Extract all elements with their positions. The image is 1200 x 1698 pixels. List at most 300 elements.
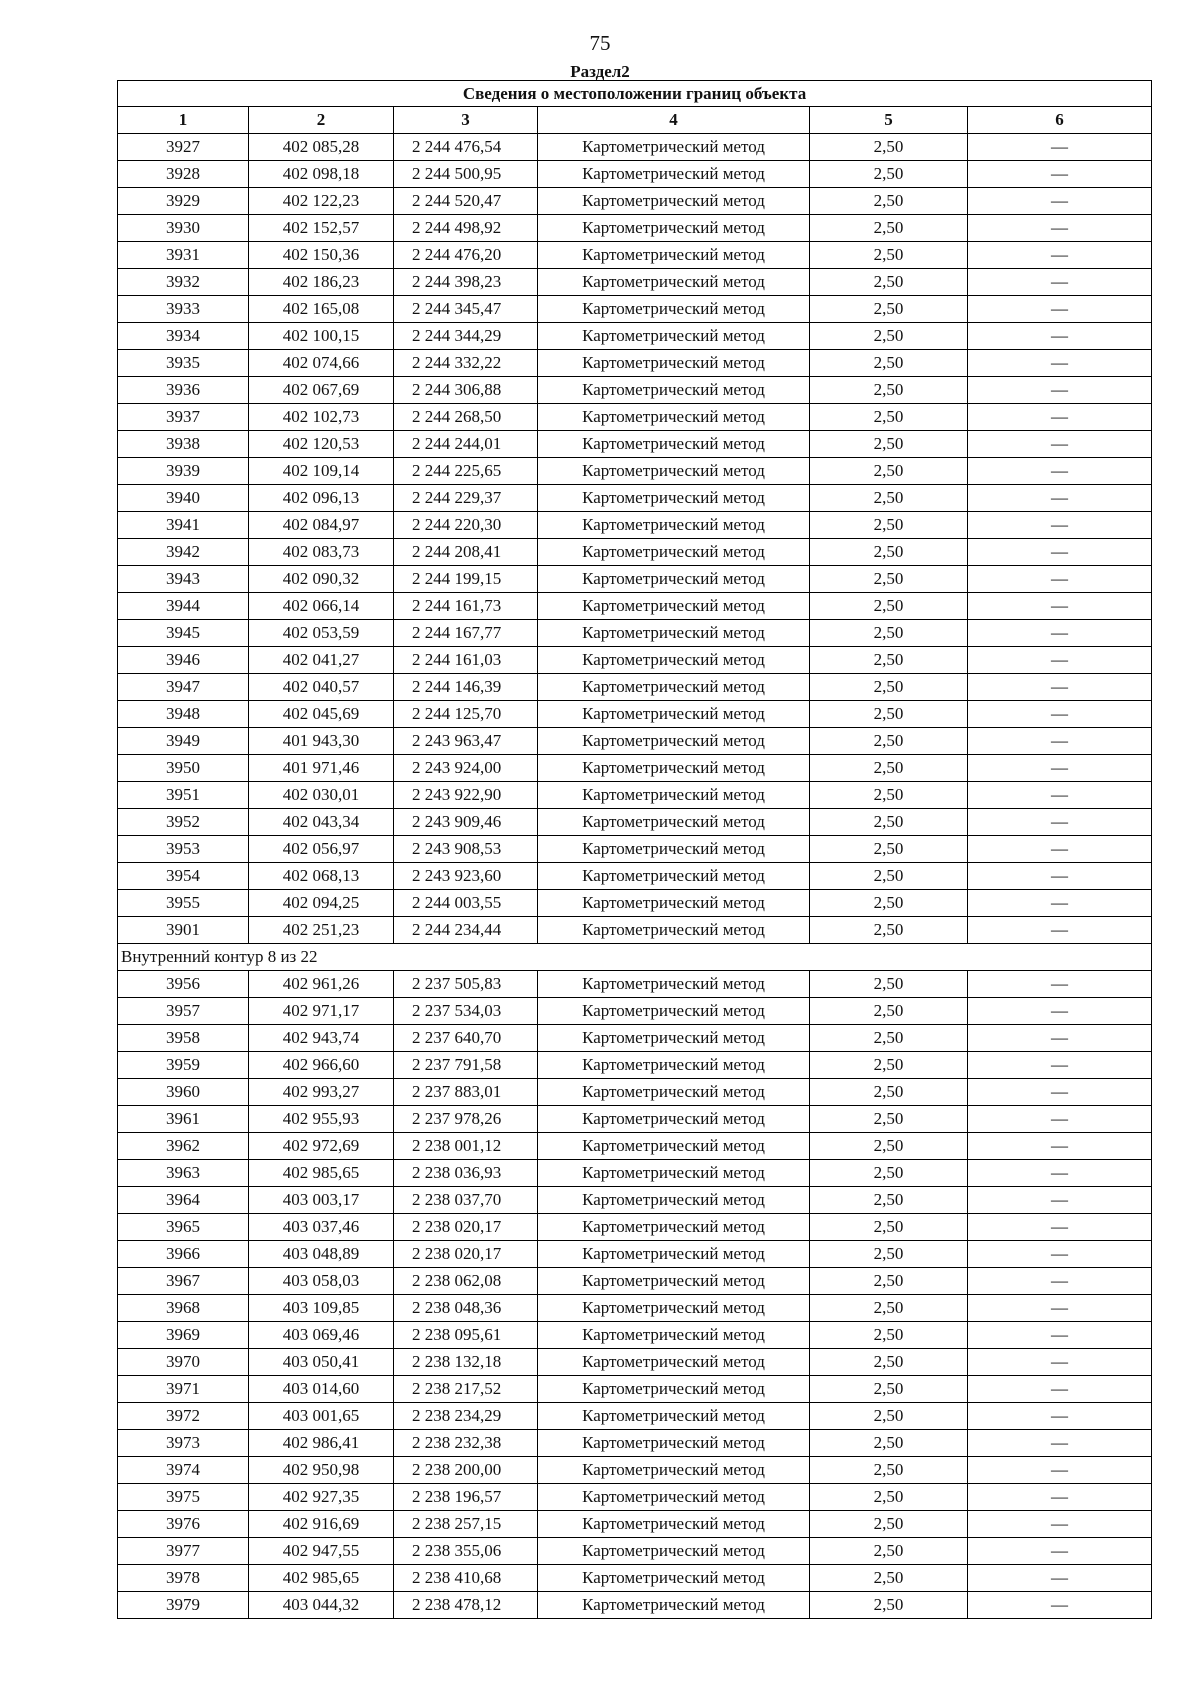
y-coordinate-cell: 2 243 924,00	[394, 755, 538, 782]
accuracy-cell: 2,50	[810, 242, 968, 269]
accuracy-cell: 2,50	[810, 890, 968, 917]
page-number: 75	[589, 31, 611, 55]
x-coordinate-cell: 402 961,26	[249, 971, 394, 998]
description-cell: —	[968, 782, 1152, 809]
accuracy-cell: 2,50	[810, 188, 968, 215]
description-cell: —	[968, 323, 1152, 350]
method-cell: Картометрический метод	[538, 215, 810, 242]
x-coordinate-cell: 402 986,41	[249, 1430, 394, 1457]
table-row	[118, 1322, 1152, 1349]
description-cell: —	[968, 296, 1152, 323]
x-coordinate-cell: 402 916,69	[249, 1511, 394, 1538]
y-coordinate-cell: 2 238 001,12	[394, 1133, 538, 1160]
point-number-cell: 3966	[118, 1241, 249, 1268]
accuracy-cell: 2,50	[810, 782, 968, 809]
point-number-cell: 3927	[118, 134, 249, 161]
point-number-cell: 3978	[118, 1565, 249, 1592]
table-row	[118, 1268, 1152, 1295]
point-number-cell: 3964	[118, 1187, 249, 1214]
method-cell: Картометрический метод	[538, 1268, 810, 1295]
y-coordinate-cell: 2 237 640,70	[394, 1025, 538, 1052]
table-caption: Сведения о местоположении границ объекта	[118, 81, 1152, 107]
y-coordinate-cell: 2 244 332,22	[394, 350, 538, 377]
method-cell: Картометрический метод	[538, 1187, 810, 1214]
y-coordinate-cell: 2 244 225,65	[394, 458, 538, 485]
description-cell: —	[968, 1268, 1152, 1295]
table-row	[118, 188, 1152, 215]
method-cell: Картометрический метод	[538, 1052, 810, 1079]
description-cell: —	[968, 1160, 1152, 1187]
y-coordinate-cell: 2 237 978,26	[394, 1106, 538, 1133]
x-coordinate-cell: 402 102,73	[249, 404, 394, 431]
y-coordinate-cell: 2 244 167,77	[394, 620, 538, 647]
table-row	[118, 1592, 1152, 1619]
column-header: 1	[118, 107, 249, 134]
description-cell: —	[968, 566, 1152, 593]
method-cell: Картометрический метод	[538, 1025, 810, 1052]
accuracy-cell: 2,50	[810, 1538, 968, 1565]
x-coordinate-cell: 402 096,13	[249, 485, 394, 512]
table-row	[118, 1295, 1152, 1322]
point-number-cell: 3936	[118, 377, 249, 404]
description-cell: —	[968, 539, 1152, 566]
accuracy-cell: 2,50	[810, 998, 968, 1025]
x-coordinate-cell: 403 044,32	[249, 1592, 394, 1619]
point-number-cell: 3949	[118, 728, 249, 755]
accuracy-cell: 2,50	[810, 431, 968, 458]
point-number-cell: 3944	[118, 593, 249, 620]
description-cell: —	[968, 269, 1152, 296]
description-cell: —	[968, 863, 1152, 890]
table-row	[118, 755, 1152, 782]
x-coordinate-cell: 402 150,36	[249, 242, 394, 269]
point-number-cell: 3970	[118, 1349, 249, 1376]
contour-section-row	[118, 944, 1152, 971]
table-row	[118, 782, 1152, 809]
method-cell: Картометрический метод	[538, 1214, 810, 1241]
point-number-cell: 3940	[118, 485, 249, 512]
table-row	[118, 296, 1152, 323]
accuracy-cell: 2,50	[810, 593, 968, 620]
description-cell: —	[968, 917, 1152, 944]
description-cell: —	[968, 1052, 1152, 1079]
accuracy-cell: 2,50	[810, 1268, 968, 1295]
table-row	[118, 404, 1152, 431]
method-cell: Картометрический метод	[538, 512, 810, 539]
description-cell: —	[968, 431, 1152, 458]
table-row	[118, 350, 1152, 377]
accuracy-cell: 2,50	[810, 1295, 968, 1322]
accuracy-cell: 2,50	[810, 1133, 968, 1160]
description-cell: —	[968, 620, 1152, 647]
y-coordinate-cell: 2 238 036,93	[394, 1160, 538, 1187]
point-number-cell: 3933	[118, 296, 249, 323]
table-row	[118, 1484, 1152, 1511]
x-coordinate-cell: 402 040,57	[249, 674, 394, 701]
table-row	[118, 485, 1152, 512]
accuracy-cell: 2,50	[810, 1322, 968, 1349]
y-coordinate-cell: 2 244 125,70	[394, 701, 538, 728]
point-number-cell: 3929	[118, 188, 249, 215]
x-coordinate-cell: 402 045,69	[249, 701, 394, 728]
y-coordinate-cell: 2 244 476,20	[394, 242, 538, 269]
table-row	[118, 1079, 1152, 1106]
table-row	[118, 1241, 1152, 1268]
y-coordinate-cell: 2 238 410,68	[394, 1565, 538, 1592]
method-cell: Картометрический метод	[538, 296, 810, 323]
point-number-cell: 3931	[118, 242, 249, 269]
x-coordinate-cell: 402 947,55	[249, 1538, 394, 1565]
accuracy-cell: 2,50	[810, 1079, 968, 1106]
x-coordinate-cell: 403 109,85	[249, 1295, 394, 1322]
method-cell: Картометрический метод	[538, 566, 810, 593]
table-row	[118, 674, 1152, 701]
x-coordinate-cell: 401 943,30	[249, 728, 394, 755]
x-coordinate-cell: 402 090,32	[249, 566, 394, 593]
accuracy-cell: 2,50	[810, 161, 968, 188]
y-coordinate-cell: 2 238 234,29	[394, 1403, 538, 1430]
point-number-cell: 3932	[118, 269, 249, 296]
method-cell: Картометрический метод	[538, 728, 810, 755]
x-coordinate-cell: 403 001,65	[249, 1403, 394, 1430]
y-coordinate-cell: 2 238 020,17	[394, 1214, 538, 1241]
x-coordinate-cell: 402 120,53	[249, 431, 394, 458]
accuracy-cell: 2,50	[810, 1160, 968, 1187]
y-coordinate-cell: 2 238 257,15	[394, 1511, 538, 1538]
accuracy-cell: 2,50	[810, 404, 968, 431]
y-coordinate-cell: 2 243 922,90	[394, 782, 538, 809]
accuracy-cell: 2,50	[810, 485, 968, 512]
x-coordinate-cell: 402 030,01	[249, 782, 394, 809]
method-cell: Картометрический метод	[538, 458, 810, 485]
y-coordinate-cell: 2 244 345,47	[394, 296, 538, 323]
accuracy-cell: 2,50	[810, 1187, 968, 1214]
accuracy-cell: 2,50	[810, 512, 968, 539]
method-cell: Картометрический метод	[538, 1484, 810, 1511]
table-row	[118, 539, 1152, 566]
accuracy-cell: 2,50	[810, 377, 968, 404]
table-row	[118, 1403, 1152, 1430]
table-row	[118, 1538, 1152, 1565]
accuracy-cell: 2,50	[810, 755, 968, 782]
table-row	[118, 620, 1152, 647]
point-number-cell: 3977	[118, 1538, 249, 1565]
y-coordinate-cell: 2 238 478,12	[394, 1592, 538, 1619]
x-coordinate-cell: 402 094,25	[249, 890, 394, 917]
description-cell: —	[968, 1295, 1152, 1322]
method-cell: Картометрический метод	[538, 782, 810, 809]
accuracy-cell: 2,50	[810, 836, 968, 863]
table-row	[118, 917, 1152, 944]
point-number-cell: 3959	[118, 1052, 249, 1079]
x-coordinate-cell: 402 943,74	[249, 1025, 394, 1052]
table-row	[118, 1214, 1152, 1241]
y-coordinate-cell: 2 244 003,55	[394, 890, 538, 917]
x-coordinate-cell: 402 152,57	[249, 215, 394, 242]
point-number-cell: 3954	[118, 863, 249, 890]
x-coordinate-cell: 403 069,46	[249, 1322, 394, 1349]
table-row	[118, 1349, 1152, 1376]
table-row	[118, 593, 1152, 620]
method-cell: Картометрический метод	[538, 593, 810, 620]
point-number-cell: 3974	[118, 1457, 249, 1484]
accuracy-cell: 2,50	[810, 539, 968, 566]
table-row	[118, 1511, 1152, 1538]
method-cell: Картометрический метод	[538, 971, 810, 998]
point-number-cell: 3958	[118, 1025, 249, 1052]
point-number-cell: 3963	[118, 1160, 249, 1187]
y-coordinate-cell: 2 237 883,01	[394, 1079, 538, 1106]
y-coordinate-cell: 2 244 344,29	[394, 323, 538, 350]
table-row	[118, 458, 1152, 485]
y-coordinate-cell: 2 238 020,17	[394, 1241, 538, 1268]
accuracy-cell: 2,50	[810, 1025, 968, 1052]
method-cell: Картометрический метод	[538, 1106, 810, 1133]
table-row	[118, 1106, 1152, 1133]
accuracy-cell: 2,50	[810, 350, 968, 377]
method-cell: Картометрический метод	[538, 1511, 810, 1538]
accuracy-cell: 2,50	[810, 215, 968, 242]
point-number-cell: 3934	[118, 323, 249, 350]
method-cell: Картометрический метод	[538, 755, 810, 782]
description-cell: —	[968, 215, 1152, 242]
description-cell: —	[968, 161, 1152, 188]
description-cell: —	[968, 809, 1152, 836]
method-cell: Картометрический метод	[538, 998, 810, 1025]
y-coordinate-cell: 2 244 244,01	[394, 431, 538, 458]
table-row	[118, 1565, 1152, 1592]
point-number-cell: 3938	[118, 431, 249, 458]
table-row	[118, 512, 1152, 539]
method-cell: Картометрический метод	[538, 1430, 810, 1457]
method-cell: Картометрический метод	[538, 431, 810, 458]
method-cell: Картометрический метод	[538, 890, 810, 917]
description-cell: —	[968, 890, 1152, 917]
point-number-cell: 3973	[118, 1430, 249, 1457]
point-number-cell: 3972	[118, 1403, 249, 1430]
point-number-cell: 3937	[118, 404, 249, 431]
point-number-cell: 3945	[118, 620, 249, 647]
point-number-cell: 3969	[118, 1322, 249, 1349]
y-coordinate-cell: 2 238 217,52	[394, 1376, 538, 1403]
point-number-cell: 3950	[118, 755, 249, 782]
description-cell: —	[968, 1511, 1152, 1538]
table-row	[118, 269, 1152, 296]
y-coordinate-cell: 2 237 505,83	[394, 971, 538, 998]
table-row	[118, 1430, 1152, 1457]
description-cell: —	[968, 404, 1152, 431]
x-coordinate-cell: 402 971,17	[249, 998, 394, 1025]
accuracy-cell: 2,50	[810, 134, 968, 161]
point-number-cell: 3957	[118, 998, 249, 1025]
x-coordinate-cell: 402 109,14	[249, 458, 394, 485]
description-cell: —	[968, 512, 1152, 539]
description-cell: —	[968, 1484, 1152, 1511]
description-cell: —	[968, 458, 1152, 485]
point-number-cell: 3956	[118, 971, 249, 998]
table-row	[118, 1052, 1152, 1079]
point-number-cell: 3942	[118, 539, 249, 566]
method-cell: Картометрический метод	[538, 1376, 810, 1403]
table-row	[118, 323, 1152, 350]
accuracy-cell: 2,50	[810, 1106, 968, 1133]
column-header: 2	[249, 107, 394, 134]
y-coordinate-cell: 2 244 398,23	[394, 269, 538, 296]
x-coordinate-cell: 403 003,17	[249, 1187, 394, 1214]
method-cell: Картометрический метод	[538, 377, 810, 404]
table-row	[118, 1457, 1152, 1484]
description-cell: —	[968, 188, 1152, 215]
method-cell: Картометрический метод	[538, 161, 810, 188]
point-number-cell: 3979	[118, 1592, 249, 1619]
point-number-cell: 3962	[118, 1133, 249, 1160]
y-coordinate-cell: 2 238 132,18	[394, 1349, 538, 1376]
y-coordinate-cell: 2 238 095,61	[394, 1322, 538, 1349]
point-number-cell: 3928	[118, 161, 249, 188]
method-cell: Картометрический метод	[538, 1538, 810, 1565]
x-coordinate-cell: 402 251,23	[249, 917, 394, 944]
description-cell: —	[968, 728, 1152, 755]
x-coordinate-cell: 402 165,08	[249, 296, 394, 323]
accuracy-cell: 2,50	[810, 674, 968, 701]
y-coordinate-cell: 2 244 268,50	[394, 404, 538, 431]
description-cell: —	[968, 1565, 1152, 1592]
accuracy-cell: 2,50	[810, 971, 968, 998]
method-cell: Картометрический метод	[538, 323, 810, 350]
x-coordinate-cell: 402 074,66	[249, 350, 394, 377]
method-cell: Картометрический метод	[538, 647, 810, 674]
point-number-cell: 3952	[118, 809, 249, 836]
method-cell: Картометрический метод	[538, 1349, 810, 1376]
description-cell: —	[968, 1403, 1152, 1430]
description-cell: —	[968, 1106, 1152, 1133]
description-cell: —	[968, 1214, 1152, 1241]
table-row	[118, 431, 1152, 458]
method-cell: Картометрический метод	[538, 917, 810, 944]
y-coordinate-cell: 2 244 306,88	[394, 377, 538, 404]
accuracy-cell: 2,50	[810, 701, 968, 728]
table-row	[118, 1133, 1152, 1160]
x-coordinate-cell: 402 053,59	[249, 620, 394, 647]
method-cell: Картометрический метод	[538, 485, 810, 512]
description-cell: —	[968, 1376, 1152, 1403]
y-coordinate-cell: 2 243 908,53	[394, 836, 538, 863]
table-row	[118, 1025, 1152, 1052]
method-cell: Картометрический метод	[538, 188, 810, 215]
x-coordinate-cell: 401 971,46	[249, 755, 394, 782]
description-cell: —	[968, 485, 1152, 512]
y-coordinate-cell: 2 238 062,08	[394, 1268, 538, 1295]
y-coordinate-cell: 2 244 500,95	[394, 161, 538, 188]
column-header: 4	[538, 107, 810, 134]
accuracy-cell: 2,50	[810, 1241, 968, 1268]
y-coordinate-cell: 2 238 200,00	[394, 1457, 538, 1484]
description-cell: —	[968, 350, 1152, 377]
y-coordinate-cell: 2 244 520,47	[394, 188, 538, 215]
point-number-cell: 3965	[118, 1214, 249, 1241]
description-cell: —	[968, 836, 1152, 863]
accuracy-cell: 2,50	[810, 1052, 968, 1079]
accuracy-cell: 2,50	[810, 1376, 968, 1403]
accuracy-cell: 2,50	[810, 1484, 968, 1511]
method-cell: Картометрический метод	[538, 1565, 810, 1592]
point-number-cell: 3947	[118, 674, 249, 701]
point-number-cell: 3975	[118, 1484, 249, 1511]
y-coordinate-cell: 2 244 208,41	[394, 539, 538, 566]
accuracy-cell: 2,50	[810, 1403, 968, 1430]
x-coordinate-cell: 402 043,34	[249, 809, 394, 836]
method-cell: Картометрический метод	[538, 701, 810, 728]
accuracy-cell: 2,50	[810, 620, 968, 647]
accuracy-cell: 2,50	[810, 1592, 968, 1619]
method-cell: Картометрический метод	[538, 134, 810, 161]
method-cell: Картометрический метод	[538, 1403, 810, 1430]
y-coordinate-cell: 2 238 232,38	[394, 1430, 538, 1457]
method-cell: Картометрический метод	[538, 620, 810, 647]
y-coordinate-cell: 2 244 220,30	[394, 512, 538, 539]
accuracy-cell: 2,50	[810, 647, 968, 674]
accuracy-cell: 2,50	[810, 863, 968, 890]
y-coordinate-cell: 2 243 909,46	[394, 809, 538, 836]
x-coordinate-cell: 402 066,14	[249, 593, 394, 620]
table-row	[118, 377, 1152, 404]
x-coordinate-cell: 402 100,15	[249, 323, 394, 350]
boundary-table	[117, 80, 1152, 1619]
table-row	[118, 215, 1152, 242]
accuracy-cell: 2,50	[810, 323, 968, 350]
accuracy-cell: 2,50	[810, 269, 968, 296]
method-cell: Картометрический метод	[538, 404, 810, 431]
accuracy-cell: 2,50	[810, 1349, 968, 1376]
table-row	[118, 1187, 1152, 1214]
method-cell: Картометрический метод	[538, 1322, 810, 1349]
point-number-cell: 3968	[118, 1295, 249, 1322]
x-coordinate-cell: 403 014,60	[249, 1376, 394, 1403]
description-cell: —	[968, 1133, 1152, 1160]
description-cell: —	[968, 701, 1152, 728]
accuracy-cell: 2,50	[810, 458, 968, 485]
y-coordinate-cell: 2 244 498,92	[394, 215, 538, 242]
accuracy-cell: 2,50	[810, 1457, 968, 1484]
x-coordinate-cell: 402 186,23	[249, 269, 394, 296]
description-cell: —	[968, 998, 1152, 1025]
table-caption-row	[118, 81, 1152, 107]
description-cell: —	[968, 1187, 1152, 1214]
description-cell: —	[968, 971, 1152, 998]
description-cell: —	[968, 1079, 1152, 1106]
table-row	[118, 701, 1152, 728]
method-cell: Картометрический метод	[538, 809, 810, 836]
description-cell: —	[968, 1430, 1152, 1457]
y-coordinate-cell: 2 244 161,73	[394, 593, 538, 620]
x-coordinate-cell: 402 056,97	[249, 836, 394, 863]
accuracy-cell: 2,50	[810, 1565, 968, 1592]
x-coordinate-cell: 402 085,28	[249, 134, 394, 161]
x-coordinate-cell: 403 037,46	[249, 1214, 394, 1241]
y-coordinate-cell: 2 244 476,54	[394, 134, 538, 161]
accuracy-cell: 2,50	[810, 566, 968, 593]
x-coordinate-cell: 402 955,93	[249, 1106, 394, 1133]
description-cell: —	[968, 134, 1152, 161]
table-row	[118, 161, 1152, 188]
column-header: 6	[968, 107, 1152, 134]
point-number-cell: 3955	[118, 890, 249, 917]
accuracy-cell: 2,50	[810, 728, 968, 755]
point-number-cell: 3961	[118, 1106, 249, 1133]
y-coordinate-cell: 2 244 229,37	[394, 485, 538, 512]
description-cell: —	[968, 1322, 1152, 1349]
x-coordinate-cell: 402 067,69	[249, 377, 394, 404]
